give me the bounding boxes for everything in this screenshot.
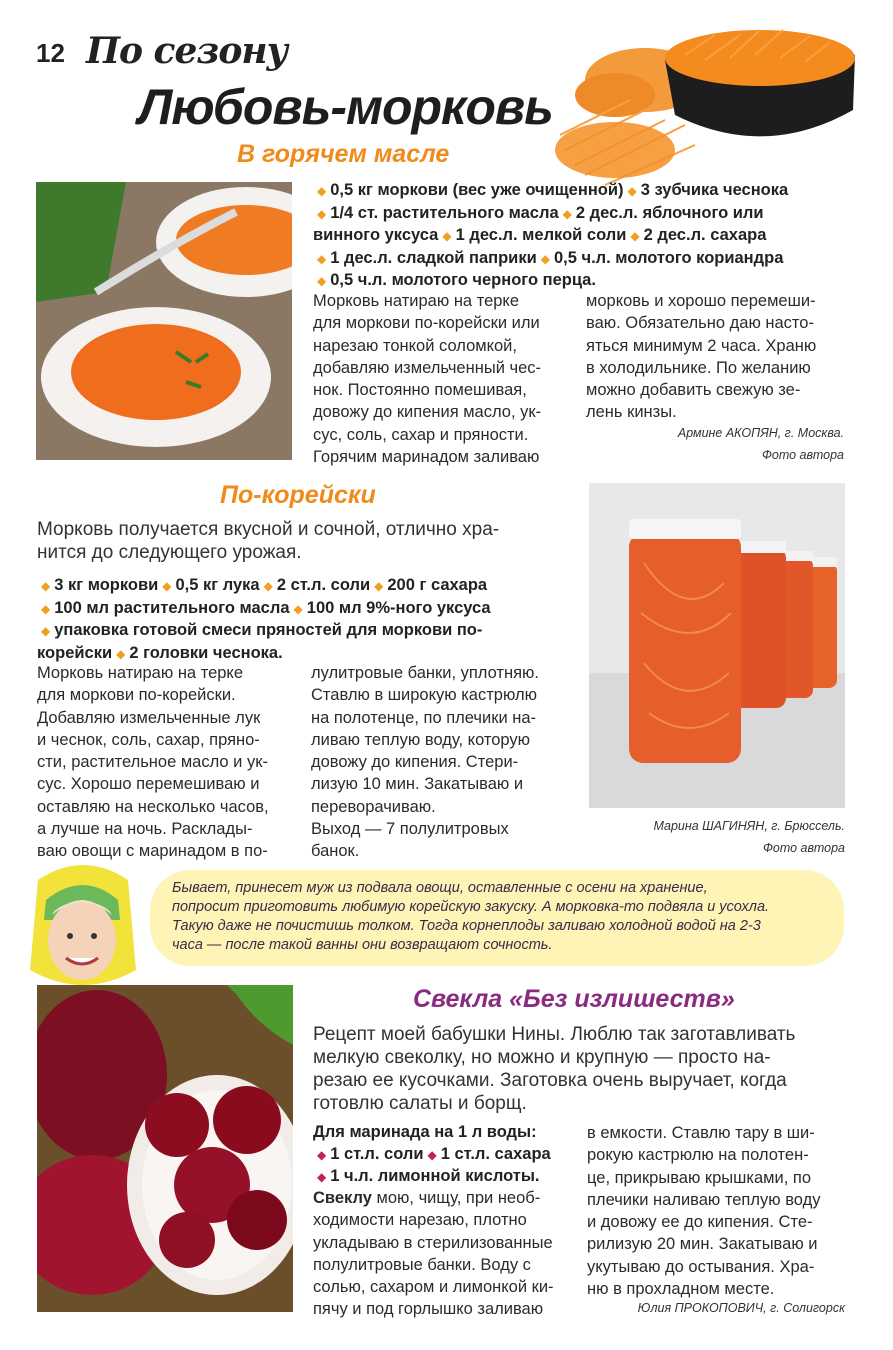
marinade-heading: Для маринада на 1 л воды: (313, 1123, 537, 1141)
recipe3-text-col1: Свеклу мою, чищу, при необ- ходимости нарезаю, плотно укладываю в стерилизованные полулитровые банки. Воду с солью, сахаром и лимонкой ки- пячу и под горлышко заливаю (313, 1189, 554, 1319)
grandmother-avatar (18, 860, 148, 1000)
recipe1-author (586, 422, 844, 466)
recipe2-ingredients (37, 575, 585, 665)
ingredient-line: ◆ 1/4 ст. растительного масла ◆ 2 дес.л. яблочного или (317, 203, 764, 222)
author-name: Армине АКОПЯН, г. Москва. (677, 426, 844, 440)
recipe2-lead: Морковь получается вкусной и сочной, отлично хра- нится до следующего урожая. (37, 519, 500, 563)
recipe3-text-col2: в емкости. Ставлю тару в ши- рокую кастрюлю на полотен- це, прикрываю крышками, по плечики наливаю теплую воду и довожу ее до кипения. Сте- рилизую 20 мин. Закатываю и укутываю до остывания. Хра- ню в прохладном месте. (587, 1124, 821, 1299)
recipe1-text-col2: морковь и хорошо перемеши- ваю. Обязательно даю насто- яться минимум 2 часа. Храню в холодильнике. По желанию можно добавить свежую зе- лень кинзы. (586, 292, 817, 422)
carrot-salad-photo (36, 182, 292, 460)
beet-photo (37, 985, 293, 1312)
ingredient-line: ◆ 1 ст.л. соли ◆ 1 ст.л. сахара (317, 1144, 551, 1163)
ingredient-line: ◆ 3 кг моркови ◆ 0,5 кг лука ◆ 2 ст.л. соли ◆ 200 г сахара (41, 576, 488, 594)
recipe1-ingredients (313, 180, 853, 293)
recipe3-author: Юлия ПРОКОПОВИЧ, г. Солигорск (637, 1301, 845, 1315)
recipe3-ingredients (313, 1122, 583, 1189)
ingredient-line: ◆ 100 мл растительного масла ◆ 100 мл 9%-ного уксуса (41, 598, 491, 617)
recipe3-title: Свекла «Без излишеств» (413, 985, 735, 1013)
recipe1-text-col1: Морковь натираю на терке для моркови по-корейски или нарезаю тонкой соломкой, добавляю измельченный чес- нок. Постоянно помешивая, довожу до кипения масло, ук- сус, соль, сахар и пряности. Горячим маринадом заливаю (313, 292, 542, 467)
recipe2-text-col2: лулитровые банки, уплотняю. Ставлю в широкую кастрюлю на полотенце, по плечики на- ливаю теплую воду, которую довожу до кипения. Стери- лизую 10 мин. Закатываю и переворачиваю. Выход — 7 полулитровых банок. (311, 664, 539, 861)
carrot-bowl-photo (555, 0, 893, 195)
ingredient-line: ◆ 1 ч.л. лимонной кислоты. (317, 1167, 540, 1185)
page-number: 12 (36, 38, 65, 68)
ingredient-line: винного уксуса ◆ 1 дес.л. мелкой соли ◆ 2 дес.л. сахара (313, 226, 767, 244)
carrot-jars-photo (589, 483, 845, 808)
tip-box: Бывает, принесет муж из подвала овощи, оставленные с осени на хранение, попросит приготовить любимую корейскую закуску. А морковка-то подвяла и усохла. Такую даже не почистишь толком. Тогда корнеплоды заливаю холодной водой на 2-3 часа — после такой ванны они возвращают сочность. (150, 870, 844, 966)
page-title: Любовь-морковь (138, 79, 553, 135)
ingredient-line: ◆ 1 дес.л. сладкой паприки ◆ 0,5 ч.л. молотого кориандра (317, 248, 784, 267)
ingredient-line: ◆ упаковка готовой смеси пряностей для моркови по- (41, 621, 483, 639)
ingredient-line: корейски ◆ 2 головки чеснока. (37, 643, 283, 662)
ingredient-line: ◆ 0,5 ч.л. молотого черного перца. (317, 271, 596, 289)
recipe2-title: По-корейски (220, 481, 376, 509)
recipe3-lead: Рецепт моей бабушки Нины. Люблю так заготавливать мелкую свеколку, но можно и крупную — просто на- резаю ее кусочками. Заготовка очень выручает, когда готовлю салаты и борщ. (313, 1024, 796, 1114)
author-name: Марина ШАГИНЯН, г. Брюссель. (653, 819, 845, 833)
recipe2-author (589, 815, 845, 859)
section-title: По сезону (86, 30, 288, 72)
recipe2-text-col1: Морковь натираю на терке для моркови по-корейски. Добавляю измельченные лук и чеснок, соль, сахар, пряно- сти, растительное масло и ук- сус. Хорошо перемешиваю и оставляю на несколько часов, а лучше на ночь. Расклады- ваю овощи с маринадом в по- (37, 664, 269, 861)
photo-credit: Фото автора (761, 448, 844, 462)
ingredient-line: ◆ 0,5 кг моркови (вес уже очищенной) ◆ 3 зубчика чеснока (317, 181, 789, 199)
photo-credit: Фото автора (762, 841, 845, 855)
recipe1-title: В горячем масле (237, 140, 450, 168)
